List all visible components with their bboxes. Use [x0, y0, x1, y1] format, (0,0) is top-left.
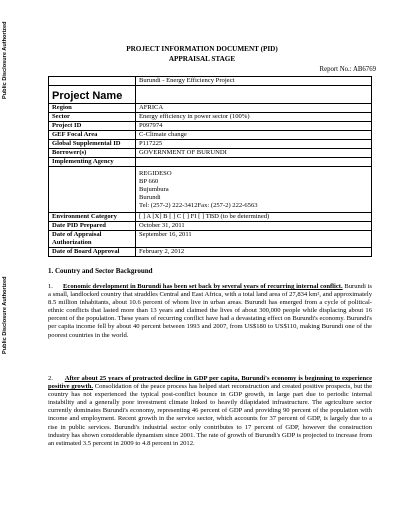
agency-box: BP 660: [139, 178, 159, 185]
table-row: [49, 248, 372, 257]
row-label: GEF Focal Area: [49, 131, 136, 140]
table-row: [49, 231, 372, 248]
table-row: [49, 113, 372, 122]
paragraph-body: Consolidation of the peace process has helped start reconstruction and created positive prospects, but the country has not experienced the typical post-conflict bounce in GDP growth, in large part due to periodic internal instability and a generally poor investment climate linked to heavily dilapidated infrastructure. The agriculture sector currently dominates Burundi's economy, representing 46 percent of GDP and providing 90 percent of the population with income and employment. Recent growth in the service sector, which accounts for 37 percent of GDP, is largely due to a rise in public services. Burundi's industrial sector only contributes to 17 percent of GDP, however the construction industry has shown considerable dynamism since 2001. The rate of growth of Burundi's GDP is projected to increase from an estimated 3.5 percent in 2009 to 4.8 percent in 2012.: [48, 383, 372, 447]
agency-tel: Tel: (257-2) 222-3412Fax: (257-2) 222-6563: [139, 202, 258, 209]
row-value: [ ] A [X] B [ ] C [ ] FI [ ] TBD (to be determined): [136, 213, 372, 222]
row-value: February 2, 2012: [136, 248, 372, 257]
paragraph-lead: After about 25 years of protracted decline in GDP per capita, Burundi's economy is beginning to experience positive growth.: [48, 375, 373, 391]
row-label: Sector: [49, 113, 136, 122]
project-name-value: Burundi - Energy Efficiency Project: [136, 77, 372, 86]
row-label: Project ID: [49, 122, 136, 131]
row-value: AFRICA: [136, 104, 372, 113]
row-label: Region: [49, 104, 136, 113]
table-row: [49, 222, 372, 231]
table-row: [49, 149, 372, 158]
row-value: Energy efficiency in power sector (100%): [136, 113, 372, 122]
project-info-table: [48, 76, 372, 257]
row-label: Implementing Agency: [49, 158, 136, 167]
table-row: [49, 140, 372, 149]
row-label: Global Supplemental ID: [49, 140, 136, 149]
table-row: [49, 158, 372, 167]
paragraph-number: 2.: [48, 375, 53, 382]
row-label: Date of Board Approval: [49, 248, 136, 257]
row-value: October 31, 2011: [136, 222, 372, 231]
row-value: P117225: [136, 140, 372, 149]
disclosure-side-label: Public Disclosure Authorized: [2, 21, 8, 99]
agency-name: REGIDESO: [139, 170, 172, 177]
row-label: Environment Category: [49, 213, 136, 222]
table-row: [49, 131, 372, 140]
paragraph-body: Burundi is a small, landlocked country that straddles Central and East Africa, with a total land area of 27,834 km², and approximately 8.5 million inhabitants, about 10.6 percent of whom live in urban areas. Burundi has emerged from a cycle of political-ethnic conflicts that lasted more than 13 years and claimed the lives of about 300,000 people while displacing about 16 percent of the population. These years of recurring conflict have had a devastating effect on Burundi's economy. Burundi's per capita income fell by about 40 percent between 1993 and 2007, from US$180 to US$110, making Burundi one of the poorest countries in the world.: [48, 283, 373, 339]
disclosure-side-label: Public Disclosure Authorized: [2, 276, 8, 354]
paragraph-2: [48, 375, 372, 448]
row-label: Date of Appraisal Authorization: [49, 231, 136, 248]
table-row: [49, 213, 372, 222]
paragraph-lead: Economic development in Burundi has been set back by several years of recurring internal conflict.: [63, 283, 343, 290]
project-name-label: Project Name: [49, 86, 136, 104]
table-row: [49, 122, 372, 131]
table-row: [49, 104, 372, 113]
paragraph-number: 1.: [48, 283, 53, 290]
agency-details: [136, 167, 372, 213]
row-value: P097974: [136, 122, 372, 131]
report-number: Report No.: AB6769: [319, 66, 376, 73]
section-heading: 1. Country and Sector Background: [48, 267, 153, 275]
row-value: September 16, 2011: [136, 231, 372, 248]
document-stage: APPRAISAL STAGE: [168, 55, 236, 63]
paragraph-1: [48, 283, 372, 340]
table-row: [49, 167, 372, 213]
table-row: [49, 77, 372, 86]
agency-city: Bujumbura: [139, 186, 169, 193]
agency-country: Burundi: [139, 194, 161, 201]
row-label: Borrower(s): [49, 149, 136, 158]
row-label: Date PID Prepared: [49, 222, 136, 231]
document-title: PROJECT INFORMATION DOCUMENT (PID): [126, 45, 278, 53]
table-row: [49, 86, 372, 104]
row-value: C-Climate change: [136, 131, 372, 140]
row-value: GOVERNMENT OF BURUNDI: [136, 149, 372, 158]
